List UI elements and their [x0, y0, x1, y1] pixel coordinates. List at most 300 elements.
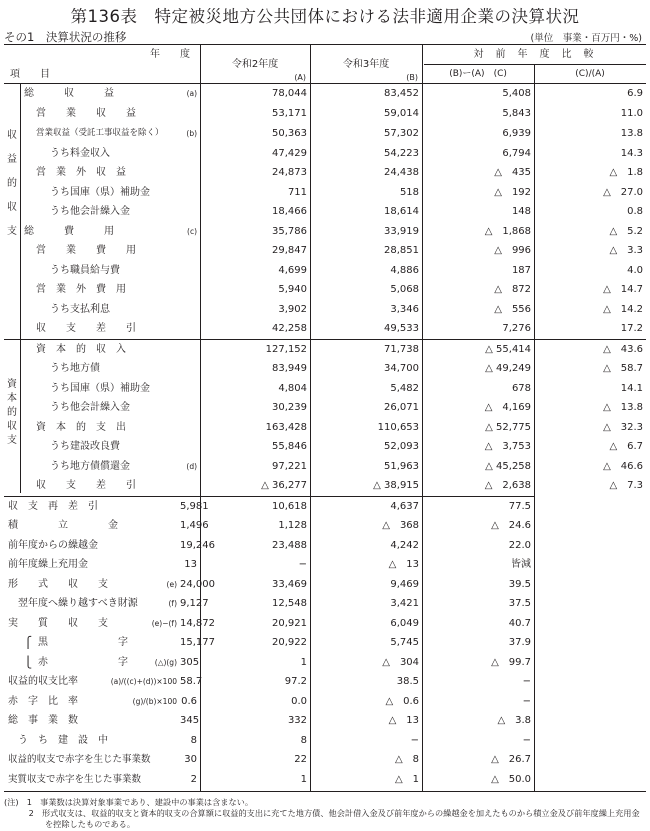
value-a: 15,177: [180, 637, 215, 648]
table-row: [4, 339, 646, 359]
brace-mark: ⎩: [24, 655, 33, 669]
row-mark: [180, 183, 200, 203]
value-c: △ 872: [494, 284, 532, 295]
value-b: 12,548: [272, 598, 308, 609]
row-label-text: 翌年度へ繰り越すべき財源: [18, 598, 138, 609]
value-d: △ 46.6: [603, 460, 644, 472]
row-label: [20, 339, 180, 359]
col-divider-4: [534, 64, 535, 791]
value-d: △ 58.7: [603, 363, 644, 374]
value-c: 7,276: [502, 323, 532, 334]
row-label: [20, 476, 180, 496]
row-label: [4, 653, 180, 673]
value-d: △ 50.0: [491, 773, 532, 785]
value-a: 345: [180, 715, 200, 726]
row-mark: (g)/(b)×100: [132, 696, 177, 706]
value-c: △ 304: [382, 656, 420, 668]
value-a: 30: [184, 754, 198, 765]
value-a: 24,873: [272, 167, 308, 178]
value-a: 13: [184, 559, 198, 570]
row-mark: [180, 319, 200, 339]
value-d: △ 26.7: [491, 754, 532, 765]
value-b: 23,488: [272, 539, 308, 551]
value-c: △ 996: [494, 245, 532, 256]
row-label-text: 営 業 外 収 益: [36, 167, 126, 178]
table-row: [4, 84, 646, 104]
row-mark: (e): [166, 579, 177, 589]
col-divider-3: [422, 44, 423, 791]
row-mark: [180, 241, 200, 261]
row-label-text: うち国庫（県）補助金: [50, 186, 150, 198]
header-col1-mark: (A): [294, 73, 307, 82]
value-a: 47,429: [272, 147, 308, 159]
value-c: 4,637: [310, 496, 422, 516]
note-3: を控除したものである。: [4, 819, 136, 829]
table-row: [4, 750, 646, 770]
value-d: △ 43.6: [534, 339, 646, 359]
row-label: [4, 711, 180, 731]
value-b: 332: [287, 715, 308, 726]
table-row: [4, 261, 646, 281]
value-c: 5,408: [502, 88, 532, 99]
value-c: 187: [511, 264, 532, 276]
value-c: △ 8: [394, 754, 420, 765]
value-a: 711: [287, 186, 308, 198]
value-d: −: [522, 676, 532, 687]
row-label-text: 営 業 費 用: [36, 245, 136, 256]
value-d: 0.8: [627, 206, 644, 217]
comparison-rule: [424, 64, 646, 65]
value-c: −: [410, 734, 420, 746]
row-label: [4, 496, 180, 516]
value-c: △ 49,249: [485, 363, 532, 374]
value-b: 110,653: [377, 421, 420, 433]
value-c: △ 4,169: [484, 402, 532, 413]
category-shihon: 資本 的 収支: [4, 339, 20, 496]
header-bottom-rule: [4, 83, 646, 84]
value-b: 33,469: [272, 578, 308, 590]
value-a: 305: [180, 656, 200, 668]
value-b: 52,093: [384, 441, 420, 452]
value-d: △ 99.7: [491, 656, 532, 668]
note-2: 2 形式収支は、収益的収支と資本的収支の合算額に収益的支出に充てた地方債、他会計借入金及び前年度からの繰越金を加えたものから積立金及び前年度繰上充用金: [4, 808, 640, 818]
table-row: [4, 536, 646, 556]
row-label: [20, 280, 180, 300]
settlement-table: [4, 45, 646, 789]
value-d: 77.5: [422, 496, 534, 516]
value-c: 5,843: [502, 107, 532, 119]
value-c: △ 1: [394, 773, 420, 785]
row-label: [20, 241, 180, 261]
row-mark: [180, 144, 200, 164]
row-label-text: 営業収益（受託工事収益を除く）: [36, 128, 164, 138]
value-b: 97.2: [284, 676, 308, 687]
table-row: [4, 123, 646, 144]
value-a: 9,127: [180, 598, 209, 609]
row-label: [4, 614, 180, 634]
row-label: [4, 575, 180, 595]
table-row: [4, 457, 646, 477]
col-divider-2: [310, 44, 311, 791]
value-a: 78,044: [272, 88, 308, 99]
row-label-text: うち地方債償還金: [50, 460, 130, 472]
table-row: [4, 163, 646, 183]
row-label: [20, 261, 180, 281]
table-row: [4, 359, 646, 379]
value-c: △ 3,753: [484, 441, 532, 452]
row-label: [4, 516, 180, 536]
value-b: 10,618: [200, 496, 310, 516]
row-label: [20, 457, 180, 477]
table-row: [4, 770, 646, 790]
value-c: △ 45,258: [485, 460, 532, 472]
row-label-text: 資 本 的 収 入: [36, 343, 126, 355]
value-b: 5,068: [390, 284, 420, 295]
row-label: [20, 202, 180, 222]
table-row: [4, 398, 646, 418]
row-label-text: うち料金収入: [50, 147, 110, 159]
row-mark: (d): [186, 461, 198, 471]
row-mark: [180, 300, 200, 320]
value-d: 22.0: [508, 539, 532, 551]
col-divider-1: [200, 44, 201, 791]
value-a: 18,466: [272, 206, 308, 217]
row-label: [4, 731, 180, 751]
table-row: [4, 241, 646, 261]
value-a: 19,246: [180, 539, 215, 551]
value-c: △ 13: [388, 715, 420, 726]
value-d: 皆減: [511, 559, 532, 570]
value-a: 8: [190, 734, 198, 746]
row-mark: [180, 280, 200, 300]
value-a: 58.7: [180, 676, 203, 687]
table-top-rule: [4, 44, 646, 45]
value-b: 24,438: [384, 167, 420, 178]
row-label-text: 収益的収支で赤字を生じた事業数: [8, 754, 151, 765]
value-b: 1: [300, 656, 308, 668]
header-col1-label: 令和2年度: [231, 58, 279, 70]
row-label-text: 前年度からの繰越金: [8, 539, 98, 551]
category-shueki: 収 益 的 収 支: [7, 130, 17, 237]
value-d: 4.0: [627, 264, 644, 276]
row-label: [20, 379, 180, 399]
value-c: △ 55,414: [422, 339, 534, 359]
table-row: [4, 496, 646, 516]
table-row: [4, 379, 646, 399]
row-label-text: 黒 字: [38, 637, 128, 648]
row-label: [20, 418, 180, 438]
value-c: 3,421: [390, 598, 420, 609]
row-label: [20, 123, 180, 144]
value-c: △ 1,868: [484, 225, 532, 237]
value-d: 13.8: [620, 127, 644, 139]
value-a: △ 36,277: [261, 480, 308, 491]
value-b: 34,700: [384, 363, 420, 374]
table-body: [4, 45, 646, 789]
row-label-text: うち他会計繰入金: [50, 402, 130, 413]
value-a: 3,902: [278, 303, 308, 315]
table-row: [4, 104, 646, 124]
value-d: △ 7.3: [609, 480, 644, 492]
value-c: △ 192: [494, 186, 532, 198]
value-b: 3,346: [390, 303, 420, 315]
value-d: 37.5: [508, 598, 532, 609]
table-row: [4, 575, 646, 595]
value-b: 83,452: [384, 88, 420, 99]
value-b: 49,533: [384, 323, 420, 334]
row-label-text: 収 支 差 引: [36, 323, 136, 334]
table-row: [4, 633, 646, 653]
value-d: △ 6.7: [609, 441, 644, 452]
row-label-text: 赤 字 比 率: [8, 695, 78, 707]
table-row: [4, 319, 646, 339]
value-a: 14,872: [180, 617, 215, 629]
value-d: −: [522, 734, 532, 746]
value-b: 20,922: [272, 637, 308, 648]
value-c: 38.5: [396, 676, 420, 687]
row-mark: [180, 437, 200, 457]
note-1: (注) 1 事業数は決算対象事業であり、建設中の事業は含まない。: [4, 797, 254, 807]
row-mark: (f): [168, 599, 177, 608]
value-d: △ 3.3: [609, 245, 644, 256]
value-a: 42,258: [272, 323, 308, 334]
row-label-text: 実質収支で赤字を生じた事業数: [8, 773, 142, 785]
value-d: △ 1.8: [609, 167, 644, 178]
value-d: −: [522, 695, 532, 707]
table-row: [4, 672, 646, 692]
row-label-text: う ち 建 設 中: [18, 734, 108, 746]
row-label-text: 営 業 外 費 用: [36, 284, 126, 295]
value-c: 6,794: [502, 147, 532, 159]
header-col2-label: 令和3年度: [342, 58, 390, 70]
header-col2: [310, 45, 422, 84]
row-label-text: うち建設改良費: [50, 441, 120, 452]
value-a: 50,363: [272, 127, 308, 139]
value-c: △ 556: [494, 303, 532, 315]
row-label-text: 資 本 的 支 出: [36, 421, 126, 433]
value-d: △ 27.0: [603, 186, 644, 198]
row-label-text: 総 事 業 数: [8, 715, 78, 726]
value-b: 20,921: [272, 617, 308, 629]
row-mark: [180, 418, 200, 438]
value-b: 71,738: [310, 339, 422, 359]
row-mark: (△)(g): [154, 657, 177, 667]
table-row: [4, 418, 646, 438]
row-label-text: 赤 字: [38, 656, 128, 668]
row-mark: (c): [187, 226, 198, 236]
value-a: 83,949: [272, 363, 308, 374]
value-b: 59,014: [384, 107, 420, 119]
value-b: 51,963: [384, 460, 420, 472]
row-label: [20, 398, 180, 418]
value-a: 97,221: [272, 460, 308, 472]
value-a: 163,428: [265, 421, 308, 433]
value-d: 14.3: [620, 147, 644, 159]
row-mark: [180, 359, 200, 379]
row-label-text: 実 質 収 支: [8, 617, 108, 629]
row-label-text: うち職員給与費: [50, 264, 120, 276]
row-label: [20, 104, 180, 124]
value-b: 54,223: [384, 147, 420, 159]
brace-mark: ⎧: [24, 636, 33, 649]
table-row: [4, 614, 646, 634]
table-row: [4, 144, 646, 164]
value-b: 33,919: [384, 225, 420, 237]
value-c: 6,049: [390, 617, 420, 629]
unit-label: (単位 事業・百万円・%): [530, 33, 642, 44]
row-mark: [180, 163, 200, 183]
row-mark: [180, 398, 200, 418]
header-col4: (C)/(A): [575, 68, 605, 79]
value-b: 1,128: [278, 520, 308, 531]
table-bottom-rule: [4, 791, 646, 792]
value-d: 6.9: [627, 88, 644, 99]
row-label-text: 総 収 益: [24, 88, 114, 99]
row-label: [20, 437, 180, 457]
value-c: △ 368: [382, 520, 420, 531]
value-b: 8: [300, 734, 308, 746]
row-label-text: 収 支 差 引: [36, 480, 136, 491]
value-a: 4,699: [278, 264, 308, 276]
value-b: 18,614: [384, 206, 420, 217]
row-mark: [180, 339, 200, 359]
value-a: 1,496: [180, 520, 209, 531]
row-label-text: うち国庫（県）補助金: [50, 382, 150, 394]
row-label-text: うち支払利息: [50, 303, 110, 315]
row-mark: [180, 476, 200, 496]
header-col2-mark: (B): [406, 73, 419, 82]
row-mark: [180, 379, 200, 399]
header-col3: (B)ー(A) (C): [449, 68, 507, 79]
row-label-text: 営 業 収 益: [36, 107, 136, 119]
table-row: [4, 300, 646, 320]
header-col1: [200, 45, 310, 84]
row-label: [20, 359, 180, 379]
value-b: −: [298, 559, 308, 570]
notes: [4, 797, 640, 830]
page-title: 第136表 特定被災地方公共団体における法非適用企業の決算状況: [70, 7, 580, 26]
value-b: 22: [294, 754, 308, 765]
value-b: 1: [300, 773, 308, 785]
value-d: 39.5: [508, 578, 532, 590]
row-mark: (a)/((c)+(d))×100: [110, 677, 177, 686]
category-divider: [20, 84, 21, 493]
value-a: 4,804: [278, 382, 308, 394]
row-label-text: 収益的収支比率: [8, 676, 78, 687]
value-c: △ 435: [494, 167, 532, 178]
value-d: △ 14.7: [603, 284, 644, 295]
table-row: [4, 731, 646, 751]
table-row: [4, 692, 646, 712]
row-label: [4, 536, 180, 556]
row-label-text: うち地方債: [50, 363, 100, 374]
value-b: 0.0: [291, 695, 308, 707]
table-row: [4, 516, 646, 536]
value-d: 37.9: [508, 637, 532, 648]
value-b: 5,482: [390, 382, 420, 394]
value-d: △ 14.2: [603, 303, 644, 315]
value-c: 4,242: [390, 539, 420, 551]
row-label: [4, 672, 180, 692]
row-label: [4, 692, 180, 712]
row-label: [20, 183, 180, 203]
table-row: [4, 476, 646, 496]
row-label-text: 形 式 収 支: [8, 578, 108, 590]
value-a: 30,239: [272, 402, 308, 413]
row-label: [4, 770, 180, 790]
value-c: △ 52,775: [485, 421, 532, 433]
row-label-text: 前年度繰上充用金: [8, 559, 88, 570]
value-a: 24,000: [180, 578, 215, 590]
row-label: [4, 633, 180, 653]
value-b: 28,851: [384, 245, 420, 256]
row-label: [20, 84, 180, 104]
value-b: 518: [399, 186, 420, 198]
header-comparison: 対 前 年 度 比 較: [473, 49, 595, 60]
row-mark: [180, 202, 200, 222]
value-a: 0.6: [181, 695, 198, 707]
value-d: △ 3.8: [497, 715, 532, 726]
row-mark: (e)−(f): [151, 618, 177, 628]
value-a: 5,940: [278, 284, 308, 295]
value-d: 14.1: [620, 382, 644, 394]
header-nendo: 年 度: [150, 49, 191, 60]
value-b: 4,886: [390, 264, 420, 276]
row-label: [20, 300, 180, 320]
row-mark: [180, 104, 200, 124]
table-row: [4, 653, 646, 673]
row-label: [20, 163, 180, 183]
table-row: [4, 202, 646, 222]
value-a: 35,786: [272, 225, 308, 237]
table-row: [4, 555, 646, 575]
value-c: △ 2,638: [484, 480, 532, 491]
value-d: 40.7: [508, 617, 532, 629]
value-d: △ 5.2: [609, 225, 644, 237]
row-label: [20, 222, 180, 242]
value-d: △ 13.8: [603, 402, 644, 413]
value-d: △ 24.6: [491, 520, 532, 531]
value-a: 55,846: [272, 441, 308, 452]
value-a: 2: [190, 773, 198, 785]
row-mark: (b): [186, 128, 198, 138]
table-row: [4, 280, 646, 300]
value-b: △ 38,915: [373, 480, 420, 491]
value-c: △ 13: [388, 559, 420, 570]
table-row: [4, 183, 646, 203]
row-label-text: うち他会計繰入金: [50, 206, 130, 217]
value-a: 127,152: [200, 339, 310, 359]
header-koumoku: 項 目: [10, 68, 50, 80]
row-label-text: 積 立 金: [8, 520, 118, 531]
table-row: [4, 437, 646, 457]
value-a: 5,981: [180, 496, 200, 516]
value-b: 57,302: [384, 127, 420, 139]
table-subtitle: その1 決算状況の推移: [4, 30, 127, 44]
row-label-text: 収 支 再 差 引: [8, 500, 98, 512]
value-a: 29,847: [272, 245, 308, 256]
value-d: 11.0: [620, 107, 644, 119]
row-mark: (a): [186, 89, 198, 98]
row-label-text: 総 費 用: [24, 225, 114, 237]
table-row: [4, 594, 646, 614]
row-label: [4, 750, 180, 770]
value-a: 53,171: [272, 107, 308, 119]
value-c: 5,745: [390, 637, 420, 648]
row-label: [20, 319, 180, 339]
value-b: 26,071: [384, 402, 420, 413]
table-row: [4, 711, 646, 731]
